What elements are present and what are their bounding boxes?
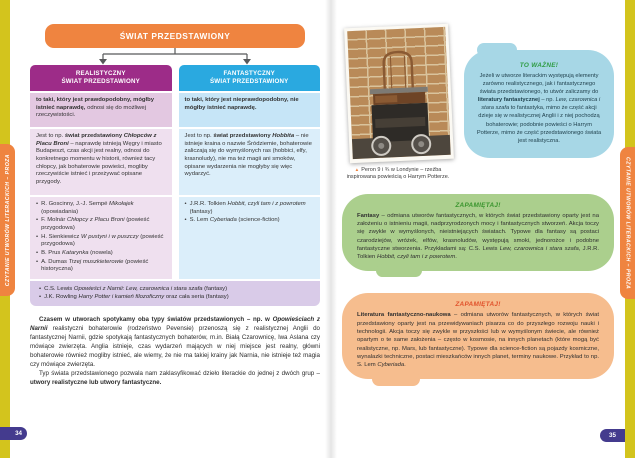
platform-photo <box>344 24 454 163</box>
bullet-icon: • <box>36 201 39 207</box>
remember-box-scifi <box>342 293 614 379</box>
fantastic-example-lead: Jest to np. <box>184 133 214 139</box>
book-title: Hobbit, czyli tam i z powrotem <box>376 254 456 261</box>
bullet-icon: • <box>36 258 39 265</box>
list-item <box>36 234 166 249</box>
book-title: W pustyni i w puszczy <box>81 233 139 240</box>
remember-text: – odmiana utworów fantastycznych, w których świat przedstawiony oparty jest na założeniu o istnieniu magii, nadprzyrodzonych mocy i fantastycznych stworzeń. Akcja toczy się zwykle w wymyślonych, nieistniejących światach. Typowe dla fantasy są postaci czarodziejów, wróżek, elfów, krasnoludów, występują smoki, jednorożce i podobne fantastyczne stworzenia. Przykładami są: C.S. Lewis <box>357 212 599 252</box>
book-entry <box>41 201 165 216</box>
paragraph-bold: Czasem w utworach spotykamy oba typy światów przedstawionych – np. w <box>39 315 273 323</box>
bullet-icon: • <box>36 233 39 240</box>
realistic-definition-rest: odnosi się do możliwej rzeczywistości. <box>36 104 147 119</box>
realistic-definition-bold: to taki, który jest prawdopodobny, mógłby istnieć naprawdę, <box>36 97 155 111</box>
important-text: to fantastyka, mimo że część akcji dzieje się w realistycznej Anglii i z niej pochodzą bohaterowie; podobnie powieści o Harrym Potterze, mimo że część przedstawionego świata jest realistyczna. <box>476 105 602 144</box>
realistic-example-bold: świat przedstawiony <box>64 133 124 139</box>
fantastic-definition-bold: to taki, który jest nieprawdopodobny, nie mógłby istnieć naprawdę. <box>184 97 299 111</box>
list-item <box>36 201 166 216</box>
book-title: Cyberiada <box>377 362 405 369</box>
book-note: (powieść historyczna) <box>41 258 149 273</box>
book-title: Katarynka <box>62 250 89 257</box>
book-author: H. Sienkiewicz <box>41 233 81 240</box>
list-item <box>39 293 311 301</box>
body-text <box>30 315 320 387</box>
book-author: S. Lem <box>189 217 210 224</box>
book-entry <box>41 234 165 249</box>
important-box-title: TO WAŻNE! <box>519 62 559 69</box>
book-author: A. Dumas <box>41 258 69 265</box>
remember-text: . <box>404 362 406 369</box>
book-author: B. Prus <box>41 250 63 257</box>
fantastic-example-title: Hobbita <box>272 133 295 139</box>
realistic-column <box>30 65 172 279</box>
remember-text: – odmiana utworów fantastycznych, w których świat przedstawiony oparty jest na przewidywaniach pisarza co do przyszłego rozwoju nauki i technologii. Akcja toczy się zwykle w przyszłości lub w wymyślonym świecie, ale również opartym o te same założenia – często w kosmosie, na innych planetach (które mogą być realistyczne, np. Mars, lub fantastyczne). Typowe dla science-fiction są pojazdy kosmiczne, wynalazki techniczne, postaci mieszkańców innych planet, terminy naukowe. Przykład to np. S. Lem <box>357 312 599 369</box>
book-note: oraz cała seria (fantasy) <box>164 294 229 301</box>
important-text-italic: Lew, czarownica i stara szafa <box>481 97 601 112</box>
fantastic-header <box>179 65 321 91</box>
photo-figure <box>342 26 454 182</box>
book-note: (powieść przygodowa) <box>41 233 164 248</box>
chapter-tab-left-label: CZYTANIE UTWORÓW LITERACKICH – PROZA <box>4 153 11 287</box>
realistic-header <box>30 65 172 91</box>
book-author: C.S. Lewis <box>44 286 74 293</box>
realistic-example <box>30 129 172 195</box>
paragraph <box>30 315 320 369</box>
realistic-definition <box>30 93 172 127</box>
bullet-icon: • <box>36 250 39 257</box>
photo-caption-text: Peron 9 i ¾ w Londynie – rzeźba inspirowana powieścią o Harrym Potterze. <box>346 167 450 181</box>
term-scifi: Literatura fantastyczno-naukowa <box>357 312 451 319</box>
photo-caption <box>342 167 454 182</box>
chapter-tab-right <box>620 147 635 299</box>
page-number-badge-left: 34 <box>0 427 27 440</box>
book-entry <box>190 217 280 225</box>
important-text: – np. <box>539 97 556 104</box>
connector-arrows-icon <box>30 48 320 65</box>
remember-text: . <box>455 254 457 261</box>
realistic-title-line2: ŚWIAT PRZEDSTAWIONY <box>61 78 140 85</box>
chapter-tab-left <box>0 144 15 296</box>
list-item <box>39 285 311 293</box>
list-item <box>36 217 166 232</box>
left-page <box>30 24 320 387</box>
important-text-bold: literatury fantastycznej <box>477 97 540 104</box>
book-title: Lew, czarownica i stara szafa <box>499 245 579 252</box>
book-title: Mikołajek <box>109 201 134 207</box>
chapter-tab-right-label: CZYTANIE UTWORÓW LITERACKICH – PROZA <box>624 156 631 290</box>
important-text: Jeżeli w utworze literackim występują elementy zarówno realistycznego, jak i fantastycznego świata przedstawionego, to utwór zaliczamy do <box>479 73 599 96</box>
realistic-title-line1: REALISTYCZNY <box>75 69 126 77</box>
book-author: F. Molnár <box>41 217 67 224</box>
remember-text: , J.R.R. Tolkien <box>357 245 599 261</box>
book-note: (powieść przygodowa) <box>41 217 150 232</box>
fantastic-column <box>179 65 321 279</box>
page-number-badge-right: 35 <box>600 429 625 442</box>
book-entry <box>44 285 227 293</box>
diagram-columns <box>30 65 320 279</box>
shared-books-box <box>30 281 320 306</box>
important-box <box>464 50 614 158</box>
fantastic-example <box>179 129 321 195</box>
book-note: (science-fiction) <box>236 217 280 224</box>
bullet-icon: • <box>36 217 39 224</box>
book-note: (nowela) <box>88 250 113 257</box>
book-entry <box>41 259 165 274</box>
paragraph <box>30 369 320 387</box>
book-title: Harry Potter i kamień filozoficzny <box>78 294 165 301</box>
bullet-icon: • <box>39 294 42 301</box>
book-entry <box>190 201 314 216</box>
book-title: Chłopcy z Placu Broni <box>66 217 125 224</box>
remember-fantasy-title: ZAPAMIĘTAJ! <box>455 201 501 209</box>
list-item <box>36 259 166 274</box>
book-title: Cyberiada <box>209 217 237 224</box>
list-item <box>36 250 166 258</box>
remember-fantasy-body <box>357 212 599 262</box>
paragraph-bold-italic: Opowieściach z Narnii <box>30 315 320 332</box>
realistic-example-title: Chłopców z Placu Broni <box>36 133 157 147</box>
diagram-root-node: ŚWIAT PRZEDSTAWIONY <box>45 24 305 48</box>
book-title: Trzej muszkieterowie <box>68 258 124 265</box>
book-spine-shadow <box>325 0 337 458</box>
fantastic-definition <box>179 93 321 127</box>
fantastic-book-list <box>179 197 321 279</box>
book-entry <box>44 293 229 301</box>
remember-scifi-body <box>357 311 599 369</box>
paragraph-bold: utwory realistyczne lub utwory fantastyczne. <box>30 378 162 386</box>
fantastic-example-bold: świat przedstawiony <box>213 133 273 139</box>
list-item <box>185 201 315 216</box>
brick-wall-photo <box>347 27 450 159</box>
remember-box-fantasy <box>342 194 614 272</box>
book-author: J.K. Rowling <box>44 294 79 301</box>
bullet-icon: • <box>184 201 187 207</box>
book-title: Opowieści z Narnii: Lew, czarownica i stara szafa <box>73 286 203 293</box>
fantastic-title-line2: ŚWIAT PRZEDSTAWIONY <box>209 78 289 85</box>
realistic-example-rest: – naprawdę istnieją Węgry i miasto Budapeszt, czas akcji jest realny, odnosi do konkretnego momentu w historii, również tacy chłopcy, jak bohaterowie powieści, mogliby rzeczywiście istnieć i przeżywać opisane przygody. <box>36 140 162 186</box>
fantastic-example-rest: – nie istnieje kraina o nazwie Śródziemie, bohaterowie zaliczają się do wymyślonych ras (hobbici, elfy, krasnoludy), nie ma też magii ani smoków, opisane wydarzenia nie mogłyby się więc wydarzyć. <box>184 133 312 178</box>
remember-scifi-title: ZAPAMIĘTAJ! <box>455 301 501 309</box>
book-author: J.R.R. Tolkien <box>189 201 228 207</box>
book-author: R. Goscinny, J.-J. Sempé <box>41 201 110 207</box>
bullet-icon: • <box>39 286 42 293</box>
realistic-example-lead: Jest to np. <box>36 133 65 139</box>
term-fantasy: Fantasy <box>357 212 380 219</box>
bullet-icon: • <box>184 217 187 224</box>
important-box-body <box>475 72 603 145</box>
book-title: Hobbit, czyli tam i z powrotem <box>227 201 306 207</box>
caption-triangle-icon: ▲ <box>354 167 360 172</box>
list-item <box>185 217 315 225</box>
fantastic-title-line1: FANTASTYCZNY <box>223 69 275 77</box>
book-entry <box>41 250 113 258</box>
book-note: (fantasy) <box>189 208 213 215</box>
book-note: (fantasy) <box>202 286 228 293</box>
realistic-book-list <box>30 197 172 279</box>
trolley-illustration <box>360 46 439 157</box>
right-page <box>342 26 614 379</box>
book-note: (opowiadania) <box>41 208 79 215</box>
book-entry <box>41 217 165 232</box>
paragraph-rest: realistyczni bohaterowie (rodzeństwo Pevensie) przenoszą się z realistycznej Anglii do fantastycznej Narnii, gdzie spotykają fantastycznych bohaterów, m.in. Białą Czarownicę, lwa Aslana czy mówiące zwierzęta. Anglia istnieje, czas wydarzeń mających w niej miejsce jest realny, główni bohaterowie również mogliby istnieć, ale wiemy, że nie ma takiej krainy jak Narnia, nie istnieje też magia czy mówiące zwierzęta. <box>30 324 320 368</box>
paragraph-plain: Typ świata przedstawionego pozwala nam zaklasyfikować dzieło literackie do jednej z dwóch grup – <box>39 369 320 377</box>
